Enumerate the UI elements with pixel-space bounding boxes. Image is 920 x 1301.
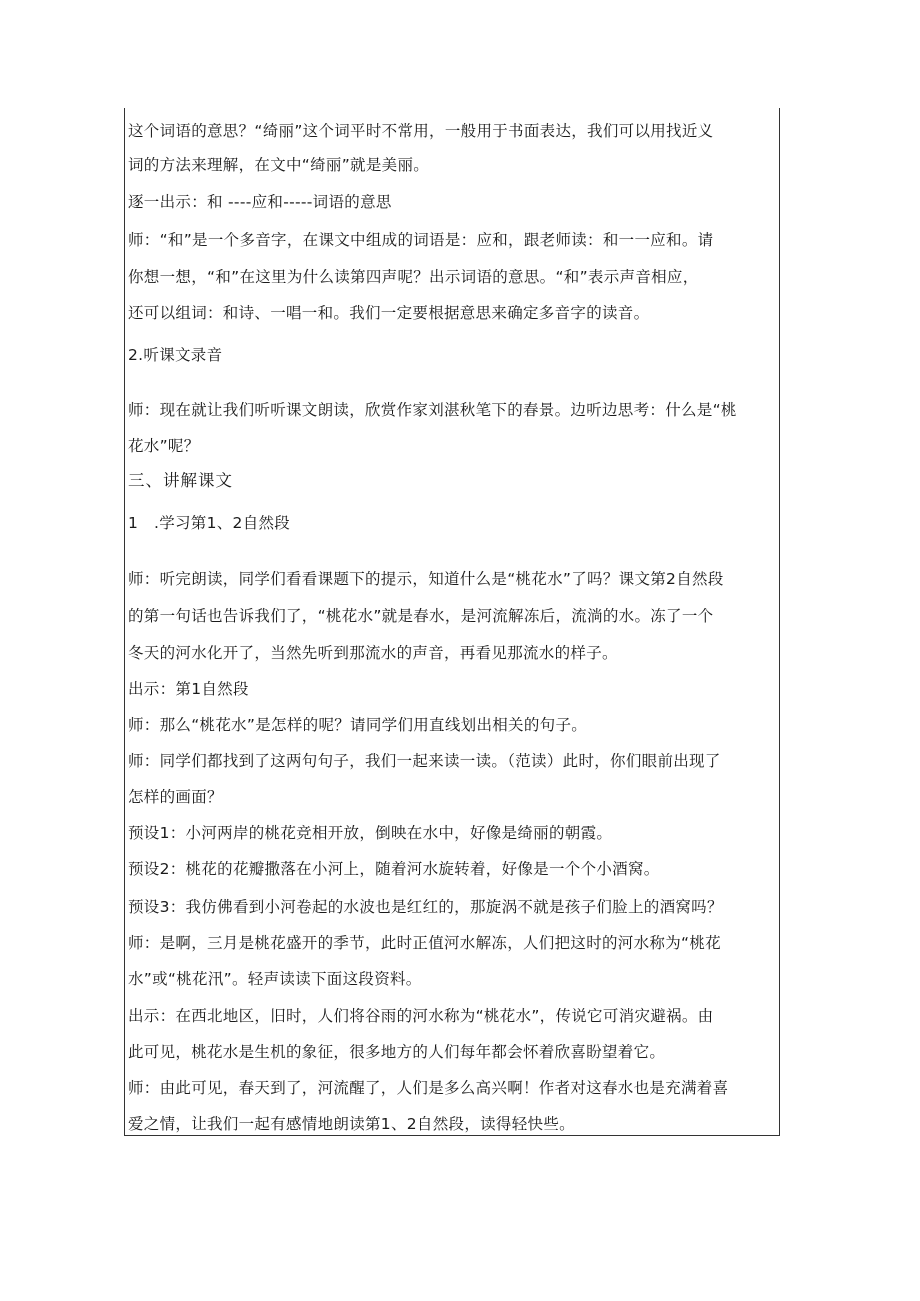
text-line: 爱之情，让我们一起有感情地朗读第1、2自然段，读得轻快些。	[128, 1115, 575, 1133]
text-line: 此可见，桃花水是生机的象征，很多地方的人们每年都会怀着欣喜盼望着它。	[128, 1043, 666, 1061]
text-line: 的第一句话也告诉我们了，“桃花水”就是春水，是河流解冻后，流淌的水。冻了一个	[128, 607, 714, 625]
text-line: 师：现在就让我们听听课文朗读，欣赏作家刘湛秋笔下的春景。边听边思考：什么是“桃	[128, 401, 737, 419]
text-line: 师：“和”是一个多音字，在课文中组成的词语是：应和，跟老师读：和一一应和。请	[128, 231, 714, 249]
text-line: 怎样的画面？	[128, 788, 223, 806]
text-line: 2.听课文录音	[128, 346, 223, 364]
text-line: 预设1：小河两岸的桃花竞相开放，倒映在水中，好像是绮丽的朝霞。	[128, 824, 613, 842]
text-line: 师：由此可见，春天到了，河流醒了，人们是多么高兴啊！作者对这春水也是充满着喜	[128, 1079, 729, 1097]
text-line: 1 .学习第1、2自然段	[128, 514, 291, 532]
text-line: 师：听完朗读，同学们看看课题下的提示，知道什么是“桃花水”了吗？课文第2自然段	[128, 570, 724, 588]
text-line: 出示：在西北地区，旧时，人们将谷雨的河水称为“桃花水”，传说它可消灾避祸。由	[128, 1007, 714, 1025]
text-line: 冬天的河水化开了，当然先听到那流水的声音，再看见那流水的样子。	[128, 644, 618, 662]
text-line: 你想一想，“和”在这里为什么读第四声呢？出示词语的意思。“和”表示声音相应，	[128, 268, 699, 286]
text-line: 师：同学们都找到了这两句句子，我们一起来读一读。（范读）此时，你们眼前出现了	[128, 752, 721, 770]
text-line: 预设2：桃花的花瓣撒落在小河上，随着河水旋转着，好像是一个个小酒窝。	[128, 860, 660, 878]
text-line: 预设3：我仿佛看到小河卷起的水波也是红红的，那旋涡不就是孩子们脸上的酒窝吗？	[128, 898, 723, 916]
text-line: 花水”呢？	[128, 437, 200, 455]
text-line: 水”或“桃花汛”。轻声读读下面这段资料。	[128, 970, 422, 988]
text-line: 还可以组词：和诗、一唱一和。我们一定要根据意思来确定多音字的读音。	[128, 304, 650, 322]
text-line: 出示：第1自然段	[128, 680, 249, 698]
text-line: 这个词语的意思？“绮丽”这个词平时不常用，一般用于书面表达，我们可以用找近义	[128, 122, 714, 140]
text-line: 师：是啊，三月是桃花盛开的季节，此时正值河水解冻，人们把这时的河水称为“桃花	[128, 934, 721, 952]
section-heading: 三、讲解课文	[128, 471, 233, 490]
text-line: 逐一出示：和 ----应和-----词语的意思	[128, 193, 392, 211]
text-line: 词的方法来理解，在文中“绮丽”就是美丽。	[128, 156, 430, 174]
text-line: 师：那么“桃花水”是怎样的呢？请同学们用直线划出相关的句子。	[128, 716, 588, 734]
